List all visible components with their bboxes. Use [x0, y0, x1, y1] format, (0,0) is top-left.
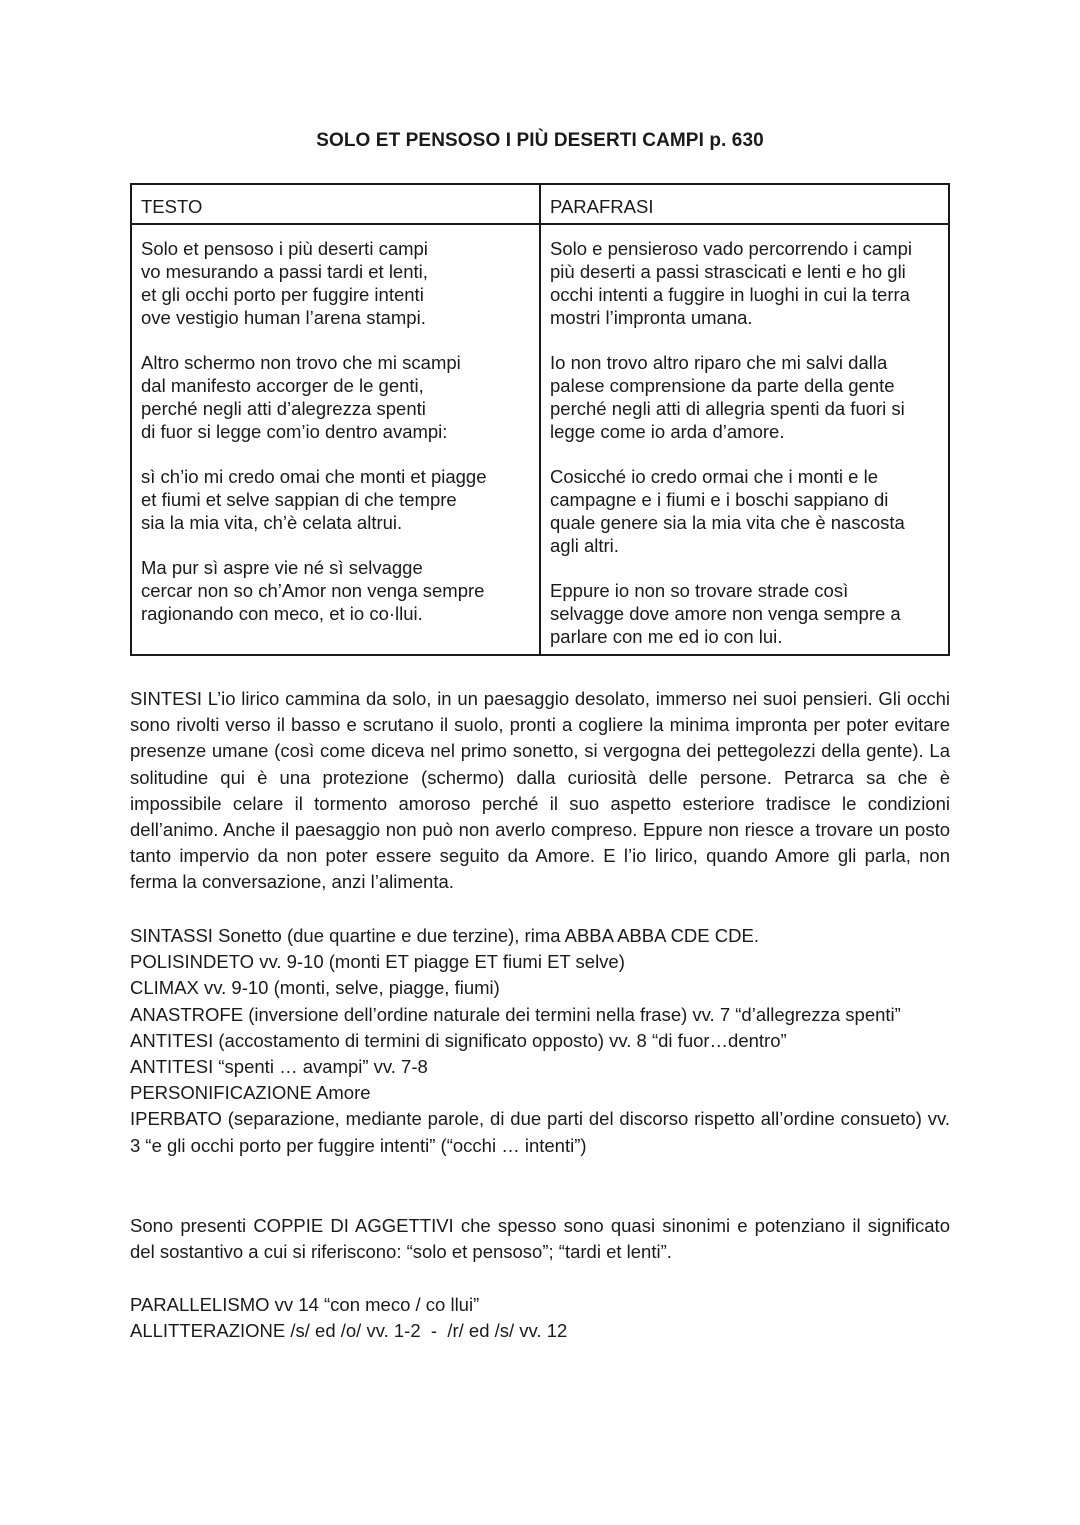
page-title: SOLO ET PENSOSO I PIÙ DESERTI CAMPI p. 630 — [316, 130, 764, 151]
testo-stanza-4: Ma pur sì aspre vie né sì selvagge cercar non so ch’Amor non venga sempre ragionando con meco, et io co·llui. — [141, 557, 485, 624]
testo-stanza-3: sì ch’io mi credo omai che monti et piagge et fiumi et selve sappian di che tempre sia la mia vita, ch’è celata altrui. — [141, 466, 487, 533]
figura-personificazione: PERSONIFICAZIONE Amore — [130, 1082, 371, 1104]
coppie-aggettivi-paragraph: Sono presenti COPPIE DI AGGETTIVI che spesso sono quasi sinonimi e potenziano il significato del sostantivo a cui si riferiscono: “solo et pensoso”; “tardi et lenti”. — [130, 1215, 950, 1263]
figura-parallelismo: PARALLELISMO vv 14 “con meco / co llui” — [130, 1294, 480, 1315]
figura-antitesi-1: ANTITESI (accostamento di termini di significato opposto) vv. 8 “di fuor…dentro” — [130, 1029, 787, 1051]
parafrasi-stanza-4: Eppure io non so trovare strade così selvagge dove amore non venga sempre a parlare con me ed io con lui. — [550, 580, 901, 647]
table-body-row — [131, 224, 949, 655]
figura-climax: CLIMAX vv. 9-10 (monti, selve, piagge, fiumi) — [130, 977, 500, 999]
figure-retoriche-list — [130, 923, 950, 1159]
figura-allitterazione: ALLITTERAZIONE /s/ ed /o/ vv. 1-2 - /r/ ed /s/ vv. 12 — [130, 1320, 568, 1342]
table-header-row — [131, 184, 949, 224]
header-parafrasi: PARAFRASI — [540, 184, 949, 224]
testo-cell — [131, 224, 540, 655]
header-testo: TESTO — [131, 184, 540, 224]
figura-sintassi: SINTASSI Sonetto (due quartine e due terzine), rima ABBA ABBA CDE CDE. — [130, 925, 759, 946]
sintesi-paragraph: SINTESI L’io lirico cammina da solo, in un paesaggio desolato, immerso nei suoi pensieri. Gli occhi sono rivolti verso il basso e scrutano il suolo, pronti a cogliere la minima impronta per poter evitare presenze umane (così come diceva nel primo sonetto, si vergogna dei pettegolezzi della gente). La solitudine qui è una protezione (schermo) dalla curiosità delle persone. Petrarca sa che è impossibile celare il tormento amoroso perché il suo aspetto esteriore tradisce le condizioni dell’animo. Anche il paesaggio non può non averlo compreso. Eppure non riesce a trovare un posto tanto impervio da non poter essere seguito da Amore. E l’io lirico, quando Amore gli parla, non ferma la conversazione, anzi l’alimenta. — [130, 688, 950, 893]
figura-iperbato: IPERBATO (separazione, mediante parole, di due parti del discorso rispetto all’ordine consueto) vv. 3 “e gli occhi porto per fuggire intenti” (“occhi … intenti”) — [130, 1108, 950, 1156]
poem-table — [130, 183, 950, 656]
testo-stanza-2: Altro schermo non trovo che mi scampi dal manifesto accorger de le genti, perché negli atti d’alegrezza spenti di fuor si legge com’io dentro avampi: — [141, 352, 461, 442]
figura-polisindeto: POLISINDETO vv. 9-10 (monti ET piagge ET fiumi ET selve) — [130, 951, 625, 973]
parafrasi-cell — [540, 224, 949, 655]
testo-stanza-1: Solo et pensoso i più deserti campi vo mesurando a passi tardi et lenti, et gli occhi porto per fuggire intenti ove vestigio human l’arena stampi. — [141, 238, 428, 328]
parafrasi-stanza-1: Solo e pensieroso vado percorrendo i campi più deserti a passi strascicati e lenti e ho gli occhi intenti a fuggire in luoghi in cui la terra mostri l’impronta umana. — [550, 238, 912, 328]
figure-finali-list — [130, 1292, 950, 1344]
parafrasi-stanza-3: Cosicché io credo ormai che i monti e le campagne e i fiumi e i boschi sappiano di quale genere sia la mia vita che è nascosta agli altri. — [550, 466, 905, 556]
parafrasi-stanza-2: Io non trovo altro riparo che mi salvi dalla palese comprensione da parte della gente perché negli atti di allegria spenti da fuori si legge come io arda d’amore. — [550, 352, 905, 442]
figura-anastrofe: ANASTROFE (inversione dell’ordine naturale dei termini nella frase) vv. 7 “d’allegrezza spenti” — [130, 1003, 901, 1025]
figura-antitesi-2: ANTITESI “spenti … avampi” vv. 7-8 — [130, 1056, 428, 1078]
